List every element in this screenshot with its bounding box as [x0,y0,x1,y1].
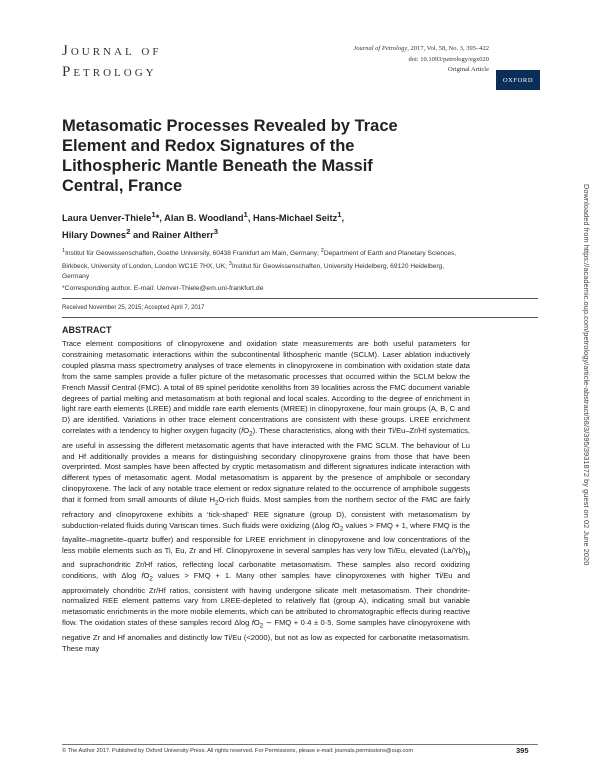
divider-top [62,298,538,299]
oxford-logo: OXFORD [496,70,540,90]
author-4[interactable]: Hilary Downes$^2$ [62,227,131,241]
journal-logo [62,41,161,83]
citation-block [353,44,489,76]
download-watermark: Downloaded from https://academic.oup.com/petrology/article-abstract/58/3/395/3931872 by guest on 02 June 2020 [582,184,591,566]
affiliation-2: Department of Earth and Planetary Sciences, Birkbeck, University of London, London WC1E 7HX, UK; [62,250,457,271]
abstract-heading: ABSTRACT [62,325,112,335]
citation-doi[interactable]: doi: 10.1093/petrology/egx020 [408,55,489,63]
affiliation-1: Institut für Geowissenschaften, Goethe University, 60438 Frankfurt am Main, Germany; [65,250,321,258]
article-title: Metasomatic Processes Revealed by Trace Element and Redox Signatures of the Lithospheric Mantle Beneath the Massif Central, France [62,117,398,195]
divider-bottom [62,317,538,318]
author-2[interactable]: Alan B. Woodland$^1$ [164,210,248,224]
corresponding-author-text[interactable]: Corresponding author. E-mail: Uenver-Thiele@em.uni-frankfurt.de [64,285,264,292]
article-type: Original Article [448,66,489,73]
affiliations: $^1$Institut für Geowissenschaften, Goethe University, 60438 Frankfurt am Main, Germany; $^2$Department of Earth and Planetary Sciences, Birkbeck, University of London, London WC1E 7HX, UK; $^3$Institut für Geowissenschaften, University Heidelberg, 69120 Heidelberg, Germany [62,248,457,281]
copyright-notice: © The Author 2017. Published by Oxford University Press. All rights reserved. For Permissions, please e-mail: journals.permissions@oup.com [62,748,414,754]
abstract-body: Trace element compositions of clinopyroxene and oxidation state measurements are both useful parameters for constraining metasomatic interactions within the subcontinental lithospheric mantle (SCLM). Laser ablation inductively coupled plasma mass spectrometry analyses of trace elements in clinopyroxene in combination with oxidation state data from the same samples provide a fuller picture of the metasomatic processes that occurred within the SCLM below the French Massif Central (FMC). A total of 89 spinel peridotite xenoliths from 39 localities across the FMC document variable degrees of partial melting and metasomatism at both regional and local scales. According to the degree of enrichment in light rare earth elements (LREE) and middle rare earth elements (MREE) in clinopyroxene, four main groups (A, B, C and D) are identified. Variations in other trace element concentrations are consistent with these groups. LREE enrichment correlates with a tendency to higher oxygen fugacity $(fO_2)$. These characteristics, along with their Ti/Eu–Zr/Hf systematics, are useful in assessing the different metasomatic agents that have interacted with the FMC SCLM. The behaviour of Lu and Hf additionally provides a means for distinguishing secondary clinopyroxene grains from those that have been overprinted. Most samples have been affected by cryptic metasomatism and different signatures indicate interaction with different types of metasomatic agent. Modal metasomatism is apparent by the presence of amphibole or secondary clinopyroxene. The lack of any notable trace element or redox signature related to the occurrence of amphibole suggests that it formed from small amounts of dilute $H_2O$-rich fluids. Most samples from the northern sector of the FMC are fairly refractory and clinopyroxene exhibits a ‘tick-shaped’ REE signature (group D), consistent with metasomatism by subduction-related fluids during Variscan times. Such fluids were oxidizing (Δlog $fO_2$ values > FMQ + 1, where FMQ is the fayalite–magnetite–quartz buffer) and responsible for LREE enrichment in clinopyroxene and low concentrations of the less mobile elements such as Ti, Eu, Zr and Hf. Clinopyroxene in several samples has very low Ti/Eu, elevated $(La/Yb)_N$ and suprachondritic Zr/Hf ratios, reflecting local carbonatite metasomatism. These samples also record oxidizing conditions, with Δlog $fO_2$ values > FMQ + 1. Many other samples have clinopyroxenes with higher Ti/Eu and approximately chondritic Zr/Hf ratios, consistent with having undergone silicate melt metasomatism. Their chondrite-normalized REE element patterns vary from LREE-depleted to relatively flat (group A), indicating small but variable metasomatic enrichments in the more mobile elements, which can be attributed to chromatographic effects during reactive flow. The oxidation states of these samples record Δlog $fO_2$ ∼ FMQ + 0·4 ± 0·5. Some samples have clinopyroxene with negative Zr and Hf anomalies and distinctly low Ti/Eu (<2000), but not as low as expected for carbonatite metasomatism. These may [62,339,471,653]
footer-divider [62,744,538,745]
affiliation-3: Institut für Geowissenschaften, University Heidelberg, 69120 Heidelberg, Germany [62,263,445,281]
citation-line [353,44,489,55]
citation-journal-name: Journal of Petrology [353,45,408,52]
journal-logo-line2: Petrology [62,64,157,80]
author-5[interactable]: Rainer Altherr$^3$ [152,227,219,241]
author-list: Laura Uenver-Thiele$^1$*, Alan B. Woodland$^1$, Hans-Michael Seitz$^1$, Hilary Downes$^2$ and Rainer Altherr$^3$ [62,210,345,241]
author-1[interactable]: Laura Uenver-Thiele$^1$* [62,210,160,224]
author-3[interactable]: Hans-Michael Seitz$^1$ [253,210,342,224]
journal-logo-line1: Journal of [62,43,162,59]
received-dates: Received November 25, 2015; Accepted April 7, 2017 [62,305,205,311]
page-number: 395 [516,746,529,755]
corresponding-author: *Corresponding author. E-mail: Uenver-Thiele@em.uni-frankfurt.de [62,285,264,292]
citation-volume: , 2017, Vol. 58, No. 3, 395–422 [407,45,489,52]
